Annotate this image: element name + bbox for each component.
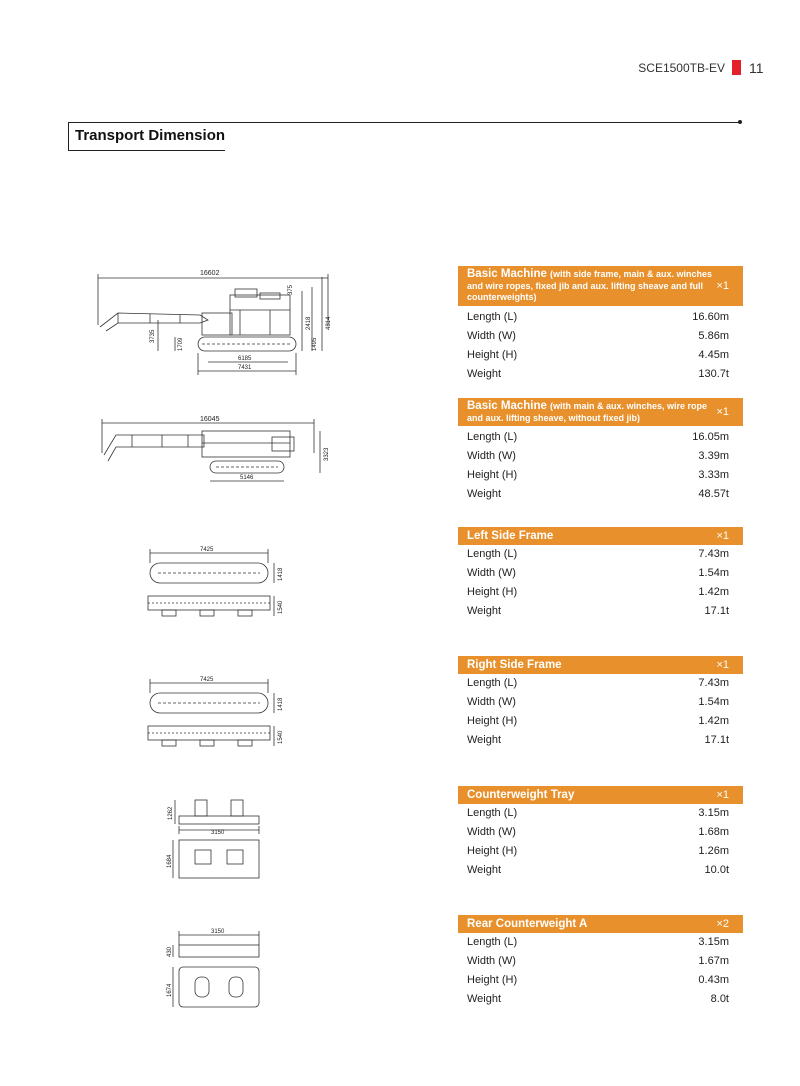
spec-row: [458, 712, 743, 731]
spec-note: (with side frame, main & aux. winches and wire ropes, fixed jib and aux. lifting sheave and full counterweights): [467, 269, 713, 303]
row-value: 3.15m: [698, 936, 729, 948]
dim-boom-height: 3735: [150, 329, 156, 343]
drawing-rear-counterweight-a: [165, 925, 275, 1020]
spec-row: [458, 447, 743, 466]
row-label: Weight: [467, 993, 502, 1005]
row-value: 1.54m: [698, 567, 729, 579]
dim-width: 1674: [167, 983, 173, 997]
dim-overall-length: 16602: [200, 270, 220, 277]
spec-title: [467, 530, 553, 543]
dim-length: 3150: [211, 929, 225, 935]
model-code: SCE1500TB-EV: [638, 61, 725, 75]
spec-row: [458, 823, 743, 842]
spec-row: [458, 731, 743, 750]
dim-width: 1540: [278, 600, 284, 614]
page-title: Transport Dimension: [75, 127, 226, 144]
spec-row: [458, 545, 743, 564]
row-value: 3.39m: [698, 450, 729, 462]
red-marker: [732, 60, 741, 75]
spec-right-side-frame: [458, 656, 743, 750]
row-label: Width (W): [467, 450, 516, 462]
page-number: 11: [749, 60, 764, 76]
spec-title: [467, 789, 574, 802]
row-value: 3.33m: [698, 469, 729, 481]
row-value: 4.45m: [698, 349, 729, 361]
row-value: 1.68m: [698, 826, 729, 838]
row-value: 10.0t: [704, 864, 729, 876]
row-value: 3.15m: [698, 807, 729, 819]
dim-length: 7425: [200, 547, 214, 553]
row-value: 8.0t: [710, 993, 729, 1005]
spec-row: [458, 990, 743, 1009]
spec-title: [467, 268, 716, 304]
spec-title: [467, 659, 562, 672]
row-label: Length (L): [467, 548, 518, 560]
dim-length: 7425: [200, 677, 214, 683]
row-value: 5.86m: [698, 330, 729, 342]
spec-title: [467, 400, 716, 424]
spec-row: [458, 308, 743, 327]
spec-name: Counterweight Tray: [467, 788, 575, 801]
spec-header: [458, 786, 743, 804]
row-label: Height (H): [467, 974, 518, 986]
spec-title: [467, 918, 587, 931]
spec-left-side-frame: [458, 527, 743, 621]
row-value: 130.7t: [698, 368, 729, 380]
spec-row: [458, 674, 743, 693]
row-label: Height (H): [467, 349, 518, 361]
spec-header: [458, 527, 743, 545]
spec-header: [458, 656, 743, 674]
row-label: Length (L): [467, 431, 518, 443]
dim-width: 1684: [167, 854, 173, 868]
dim-top-offset: 375: [288, 284, 294, 295]
spec-row: [458, 952, 743, 971]
row-label: Weight: [467, 864, 502, 876]
row-label: Weight: [467, 488, 502, 500]
spec-name: Left Side Frame: [467, 529, 554, 542]
drawing-basic-machine-nojib: [92, 413, 332, 493]
spec-row: [458, 602, 743, 621]
row-value: 1.26m: [698, 845, 729, 857]
spec-name: Right Side Frame: [467, 658, 562, 671]
spec-quantity: ×1: [716, 789, 729, 801]
row-value: 1.67m: [698, 955, 729, 967]
spec-name: Basic Machine: [467, 268, 547, 281]
row-value: 16.05m: [692, 431, 729, 443]
row-label: Weight: [467, 368, 502, 380]
drawing-right-side-frame: [140, 673, 290, 751]
spec-quantity: ×1: [716, 406, 729, 418]
dim-boom-base: 1709: [178, 337, 184, 351]
row-label: Height (H): [467, 845, 518, 857]
spec-note: (with main & aux. winches, wire rope and aux. lifting sheave, without fixed jib): [467, 400, 708, 423]
spec-basic-machine-full: [458, 266, 743, 384]
row-value: 7.43m: [698, 677, 729, 689]
drawing-left-side-frame: [140, 543, 290, 621]
row-value: 48.57t: [698, 488, 729, 500]
spec-row: [458, 693, 743, 712]
spec-quantity: ×1: [716, 659, 729, 671]
dim-crawler-length: 5146: [240, 475, 254, 481]
spec-quantity: ×1: [716, 530, 729, 542]
row-label: Width (W): [467, 567, 516, 579]
dim-height: 1418: [278, 697, 284, 711]
spec-rear-counterweight-a: [458, 915, 743, 1009]
row-value: 1.42m: [698, 715, 729, 727]
row-label: Width (W): [467, 330, 516, 342]
spec-row: [458, 971, 743, 990]
spec-row: [458, 933, 743, 952]
row-label: Width (W): [467, 955, 516, 967]
dim-full-height: 4814: [326, 316, 332, 330]
rule-end-dot: [738, 120, 742, 124]
dim-height: 430: [167, 946, 173, 957]
spec-row: [458, 861, 743, 880]
row-value: 16.60m: [692, 311, 729, 323]
row-label: Height (H): [467, 469, 518, 481]
spec-row: [458, 365, 743, 384]
spec-quantity: ×1: [716, 280, 729, 292]
drawing-counterweight-tray: [165, 790, 275, 885]
row-value: 1.54m: [698, 696, 729, 708]
spec-row: [458, 346, 743, 365]
row-value: 17.1t: [704, 734, 729, 746]
spec-header: [458, 915, 743, 933]
dim-crawler-height: 1495: [312, 337, 318, 351]
spec-name: Rear Counterweight A: [467, 917, 588, 930]
dim-overall-length: 16045: [200, 416, 220, 423]
row-label: Weight: [467, 605, 502, 617]
row-label: Height (H): [467, 715, 518, 727]
dim-length: 3150: [211, 830, 225, 836]
row-label: Length (L): [467, 677, 518, 689]
row-label: Width (W): [467, 696, 516, 708]
dim-height: 1418: [278, 567, 284, 581]
spec-row: [458, 564, 743, 583]
row-value: 7.43m: [698, 548, 729, 560]
row-label: Weight: [467, 734, 502, 746]
row-label: Height (H): [467, 586, 518, 598]
dim-crawler-length: 7431: [238, 365, 252, 371]
row-value: 0.43m: [698, 974, 729, 986]
dim-height: 3323: [324, 447, 330, 461]
spec-header: [458, 398, 743, 426]
spec-quantity: ×2: [716, 918, 729, 930]
spec-row: [458, 327, 743, 346]
dim-mid-height: 2418: [306, 316, 312, 330]
drawing-basic-machine-full: [90, 265, 340, 380]
row-label: Length (L): [467, 936, 518, 948]
row-value: 1.42m: [698, 586, 729, 598]
spec-counterweight-tray: [458, 786, 743, 880]
spec-row: [458, 466, 743, 485]
spec-name: Basic Machine: [467, 399, 547, 412]
spec-row: [458, 428, 743, 447]
dim-tumbler-length: 6185: [238, 356, 252, 362]
spec-row: [458, 583, 743, 602]
row-label: Length (L): [467, 311, 518, 323]
dim-width: 1540: [278, 730, 284, 744]
spec-header: [458, 266, 743, 306]
dim-height: 1262: [168, 806, 174, 820]
spec-basic-machine-nojib: [458, 398, 743, 504]
row-value: 17.1t: [704, 605, 729, 617]
row-label: Width (W): [467, 826, 516, 838]
row-label: Length (L): [467, 807, 518, 819]
spec-row: [458, 804, 743, 823]
spec-row: [458, 842, 743, 861]
spec-row: [458, 485, 743, 504]
